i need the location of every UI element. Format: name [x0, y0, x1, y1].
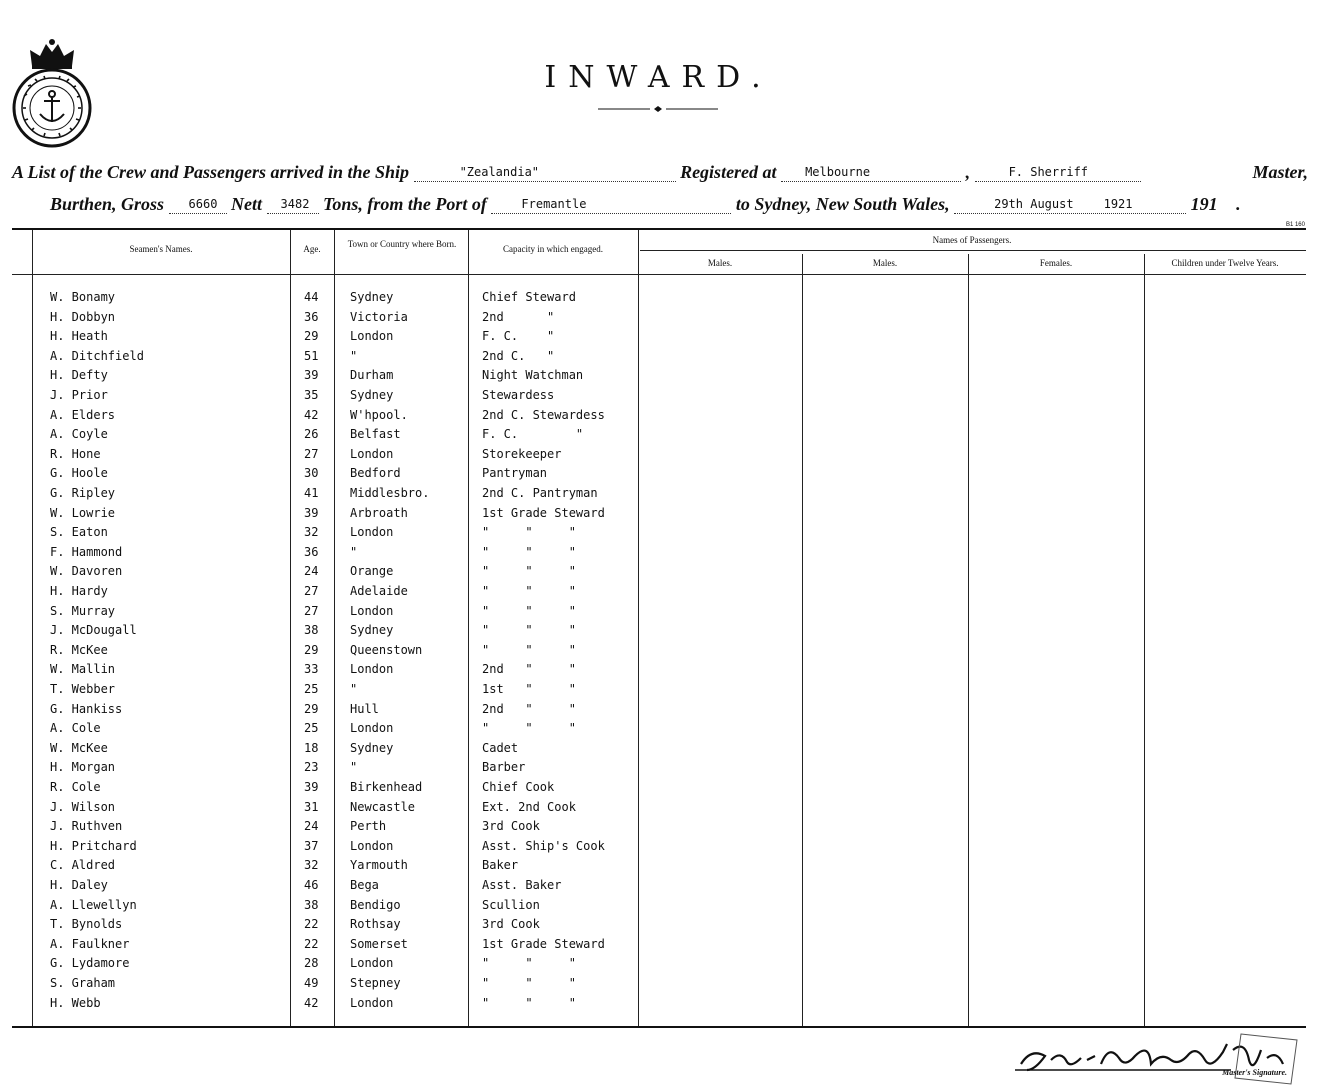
table-row [12, 506, 1306, 526]
seaman-age: 24 [304, 564, 319, 579]
seaman-capacity: " " " [482, 564, 576, 579]
seaman-capacity: Chief Cook [482, 780, 555, 794]
seaman-age: 27 [304, 603, 319, 618]
seaman-age: 22 [304, 936, 319, 951]
seaman-age: 42 [304, 995, 319, 1010]
seaman-birthplace: Adelaide [350, 584, 408, 598]
table-row [12, 290, 1306, 310]
line-end-period: . [1236, 194, 1241, 214]
seaman-name: H. Dobbyn [50, 309, 116, 324]
form-code: B1 160 [1285, 222, 1305, 228]
seaman-capacity: Stewardess [482, 388, 555, 402]
seaman-birthplace: Sydney [350, 290, 394, 304]
seaman-name: W. Mallin [50, 662, 116, 677]
header-divider [12, 274, 1306, 275]
seaman-birthplace: Sydney [350, 623, 394, 638]
table-row [12, 800, 1306, 820]
seaman-capacity: 1st Grade Steward [482, 505, 605, 520]
seaman-capacity: " " " [482, 544, 576, 559]
seaman-age: 38 [304, 623, 319, 638]
seaman-birthplace: " [350, 682, 358, 696]
seaman-capacity: 1st Grade Steward [482, 936, 605, 951]
table-row [12, 545, 1306, 565]
nett-field [267, 192, 319, 214]
passenger-header-divider [640, 250, 1306, 251]
master-signature [1001, 1030, 1301, 1088]
title-ornament [598, 104, 718, 114]
table-row [12, 427, 1306, 447]
table-row [12, 858, 1306, 878]
table-row [12, 564, 1306, 584]
seaman-birthplace: Queenstown [350, 642, 423, 657]
seaman-birthplace: Hull [350, 701, 379, 716]
table-row [12, 956, 1306, 976]
seaman-name: A. Ditchfield [50, 348, 144, 363]
ship-name-field [414, 160, 676, 182]
header-age: Age. [303, 244, 321, 254]
header-seamen-names: Seamen's Names. [129, 244, 193, 254]
table-row [12, 839, 1306, 859]
table-row [12, 604, 1306, 624]
seaman-name: S. Murray [50, 603, 116, 618]
table-row [12, 525, 1306, 545]
seaman-capacity: Night Watchman [482, 368, 584, 383]
seaman-birthplace: London [350, 838, 394, 853]
seaman-birthplace: Bedford [350, 466, 401, 481]
seaman-name: J. Ruthven [50, 819, 123, 834]
table-row [12, 682, 1306, 702]
seaman-birthplace: Yarmouth [350, 858, 408, 873]
seaman-age: 39 [304, 368, 319, 383]
header-line-2 [50, 194, 1306, 216]
year-value: 1921 [1103, 197, 1133, 211]
seaman-birthplace: Stepney [350, 976, 401, 990]
seaman-name: A. Elders [50, 407, 116, 422]
registered-at-value: Melbourne [805, 165, 871, 179]
seaman-capacity: " " " [482, 721, 576, 736]
table-row [12, 741, 1306, 761]
seaman-name: H. Hardy [50, 584, 108, 598]
seaman-age: 31 [304, 799, 319, 814]
seaman-name: A. Llewellyn [50, 897, 137, 912]
comma-separator: , [965, 162, 971, 182]
gross-value: 6660 [188, 197, 218, 211]
seaman-age: 39 [304, 505, 319, 520]
seaman-age: 42 [304, 407, 319, 422]
seaman-name: A. Cole [50, 721, 101, 736]
seaman-name: A. Coyle [50, 427, 108, 442]
seaman-name: F. Hammond [50, 544, 123, 559]
table-row [12, 898, 1306, 918]
seaman-age: 32 [304, 525, 319, 540]
seaman-capacity: 3rd Cook [482, 917, 540, 932]
seaman-capacity: Barber [482, 760, 526, 775]
seaman-birthplace: London [350, 662, 394, 677]
seaman-birthplace: " [350, 348, 358, 363]
table-row [12, 643, 1306, 663]
seaman-name: G. Ripley [50, 486, 116, 500]
seaman-capacity: Pantryman [482, 466, 548, 481]
document-title: INWARD. [544, 60, 773, 95]
seaman-capacity: 2nd C. " [482, 348, 555, 363]
seaman-age: 22 [304, 917, 319, 932]
seaman-birthplace: Birkenhead [350, 780, 423, 794]
table-row [12, 349, 1306, 369]
header-born: Town or Country where Born. [347, 239, 457, 249]
crew-table [12, 228, 1306, 1028]
seaman-capacity: " " " [482, 956, 576, 971]
seaman-age: 37 [304, 838, 319, 853]
seaman-capacity: Storekeeper [482, 446, 562, 461]
list-prefix-label: A List of the Crew and Passengers arrived in the Ship [12, 162, 410, 182]
table-row [12, 662, 1306, 682]
seaman-age: 33 [304, 662, 319, 677]
table-row [12, 447, 1306, 467]
seaman-birthplace: Somerset [350, 936, 408, 951]
seaman-name: J. Prior [50, 388, 108, 402]
table-row [12, 388, 1306, 408]
seaman-capacity: " " " [482, 603, 576, 618]
nett-value: 3482 [280, 197, 310, 211]
table-row [12, 996, 1306, 1016]
date-field [954, 192, 1186, 214]
seaman-name: H. Heath [50, 329, 108, 344]
seaman-birthplace: Middlesbro. [350, 486, 430, 500]
seaman-age: 30 [304, 466, 319, 481]
seaman-age: 38 [304, 897, 319, 912]
seaman-name: H. Daley [50, 878, 108, 892]
master-name-value: F. Sherriff [1008, 165, 1089, 179]
gross-field [169, 192, 227, 214]
header-capacity: Capacity in which engaged. [503, 244, 603, 254]
seaman-name: S. Graham [50, 976, 116, 990]
seaman-age: 39 [304, 780, 319, 794]
seaman-age: 27 [304, 446, 319, 461]
destination-label: to Sydney, New South Wales, [735, 194, 950, 214]
table-row [12, 466, 1306, 486]
seaman-name: J. Wilson [50, 799, 116, 814]
table-row [12, 937, 1306, 957]
seaman-name: R. McKee [50, 642, 108, 657]
seaman-age: 25 [304, 721, 319, 736]
seaman-capacity: 2nd " [482, 309, 555, 324]
seaman-capacity: 2nd C. Pantryman [482, 486, 598, 500]
seaman-name: G. Lydamore [50, 956, 130, 971]
header-males-1: Males. [707, 258, 733, 268]
table-row [12, 310, 1306, 330]
tons-port-label: Tons, from the Port of [323, 194, 487, 214]
table-row [12, 623, 1306, 643]
registered-label: Registered at [680, 162, 777, 182]
port-value: Fremantle [521, 197, 587, 211]
seaman-age: 49 [304, 976, 319, 990]
seaman-age: 24 [304, 819, 319, 834]
header-children: Children under Twelve Years. [1171, 258, 1279, 268]
seaman-capacity: 2nd " " [482, 701, 576, 716]
seaman-age: 28 [304, 956, 319, 971]
seaman-capacity: " " " [482, 584, 576, 598]
seaman-capacity: 2nd C. Stewardess [482, 407, 605, 422]
seaman-birthplace: Newcastle [350, 799, 416, 814]
registered-at-field [781, 160, 961, 182]
table-row [12, 329, 1306, 349]
seaman-capacity: " " " [482, 623, 576, 638]
seaman-age: 29 [304, 701, 319, 716]
seaman-name: R. Hone [50, 446, 101, 461]
seaman-birthplace: Perth [350, 819, 387, 834]
seaman-name: T. Webber [50, 682, 116, 696]
seaman-capacity: 1st " " [482, 682, 576, 696]
seaman-birthplace: London [350, 956, 394, 971]
seaman-birthplace: Orange [350, 564, 394, 579]
signature-label: Master's Signature. [1222, 1068, 1287, 1077]
seaman-name: H. Pritchard [50, 838, 137, 853]
table-row [12, 584, 1306, 604]
date-value: 29th August [994, 197, 1074, 211]
seaman-birthplace: W'hpool. [350, 407, 408, 422]
seaman-name: T. Bynolds [50, 917, 123, 932]
seaman-capacity: 2nd " " [482, 662, 576, 677]
seaman-birthplace: London [350, 329, 394, 344]
seaman-age: 26 [304, 427, 319, 442]
seaman-age: 23 [304, 760, 319, 775]
seaman-birthplace: London [350, 525, 394, 540]
table-row [12, 878, 1306, 898]
table-row [12, 702, 1306, 722]
seaman-capacity: Scullion [482, 897, 540, 912]
seaman-age: 29 [304, 329, 319, 344]
seaman-name: G. Hoole [50, 466, 108, 481]
seaman-capacity: " " " [482, 995, 576, 1010]
seaman-capacity: F. C. " [482, 329, 555, 344]
seaman-name: W. McKee [50, 740, 108, 755]
seaman-capacity: " " " [482, 976, 576, 990]
seaman-birthplace: Bega [350, 878, 379, 892]
seaman-name: H. Defty [50, 368, 108, 383]
seaman-name: W. Davoren [50, 564, 123, 579]
header-females: Females. [1039, 258, 1073, 268]
seaman-birthplace: Arbroath [350, 505, 408, 520]
seaman-name: R. Cole [50, 780, 101, 794]
seaman-birthplace: Durham [350, 368, 394, 383]
seaman-capacity: Asst. Baker [482, 878, 562, 892]
seaman-age: 44 [304, 290, 319, 304]
seaman-birthplace: " [350, 544, 358, 559]
seaman-age: 36 [304, 544, 319, 559]
seaman-age: 41 [304, 486, 319, 500]
seaman-age: 18 [304, 740, 319, 755]
table-row [12, 721, 1306, 741]
table-row [12, 780, 1306, 800]
seaman-capacity: Baker [482, 858, 519, 873]
seaman-capacity: F. C. " [482, 427, 584, 442]
seaman-name: C. Aldred [50, 858, 116, 873]
burthen-label: Burthen, Gross [50, 194, 165, 214]
seaman-birthplace: Sydney [350, 740, 394, 755]
nett-label: Nett [231, 194, 263, 214]
seaman-birthplace: Rothsay [350, 917, 401, 932]
seaman-birthplace: Bendigo [350, 897, 401, 912]
seaman-birthplace: Belfast [350, 427, 401, 442]
seaman-age: 35 [304, 388, 319, 402]
seaman-age: 27 [304, 584, 319, 598]
seaman-capacity: 3rd Cook [482, 819, 540, 834]
seaman-name: W. Bonamy [50, 290, 116, 304]
seaman-capacity: Ext. 2nd Cook [482, 799, 576, 814]
seaman-name: A. Faulkner [50, 936, 130, 951]
seaman-capacity: Chief Steward [482, 290, 576, 304]
port-field [491, 192, 731, 214]
seaman-capacity: " " " [482, 525, 576, 540]
master-name-field [975, 160, 1141, 182]
seaman-birthplace: Victoria [350, 309, 408, 324]
seaman-name: S. Eaton [50, 525, 108, 540]
table-row [12, 368, 1306, 388]
seaman-capacity: Asst. Ship's Cook [482, 838, 605, 853]
table-row [12, 760, 1306, 780]
seaman-age: 29 [304, 642, 319, 657]
seaman-age: 32 [304, 858, 319, 873]
table-row [12, 917, 1306, 937]
seaman-age: 36 [304, 309, 319, 324]
header-passengers: Names of Passengers. [932, 235, 1012, 245]
seaman-age: 25 [304, 682, 319, 696]
seaman-name: H. Webb [50, 995, 101, 1010]
header-line-1 [12, 162, 1308, 184]
ship-name-value: "Zealandia" [459, 165, 540, 179]
seaman-name: H. Morgan [50, 760, 116, 775]
seaman-age: 46 [304, 878, 319, 892]
seaman-capacity: Cadet [482, 740, 519, 755]
seaman-birthplace: " [350, 760, 358, 775]
seaman-birthplace: London [350, 446, 394, 461]
seaman-birthplace: London [350, 995, 394, 1010]
seaman-name: J. McDougall [50, 623, 137, 638]
header-males-2: Males. [872, 258, 898, 268]
seaman-name: W. Lowrie [50, 505, 116, 520]
seaman-capacity: " " " [482, 642, 576, 657]
year-prefix-label: 191 [1190, 194, 1218, 214]
table-row [12, 408, 1306, 428]
seaman-birthplace: London [350, 603, 394, 618]
table-row [12, 486, 1306, 506]
table-row [12, 819, 1306, 839]
seaman-birthplace: Sydney [350, 388, 394, 402]
seaman-age: 51 [304, 348, 319, 363]
seaman-birthplace: London [350, 721, 394, 736]
master-label: Master, [1252, 162, 1308, 182]
table-row [12, 976, 1306, 996]
seaman-name: G. Hankiss [50, 701, 123, 716]
